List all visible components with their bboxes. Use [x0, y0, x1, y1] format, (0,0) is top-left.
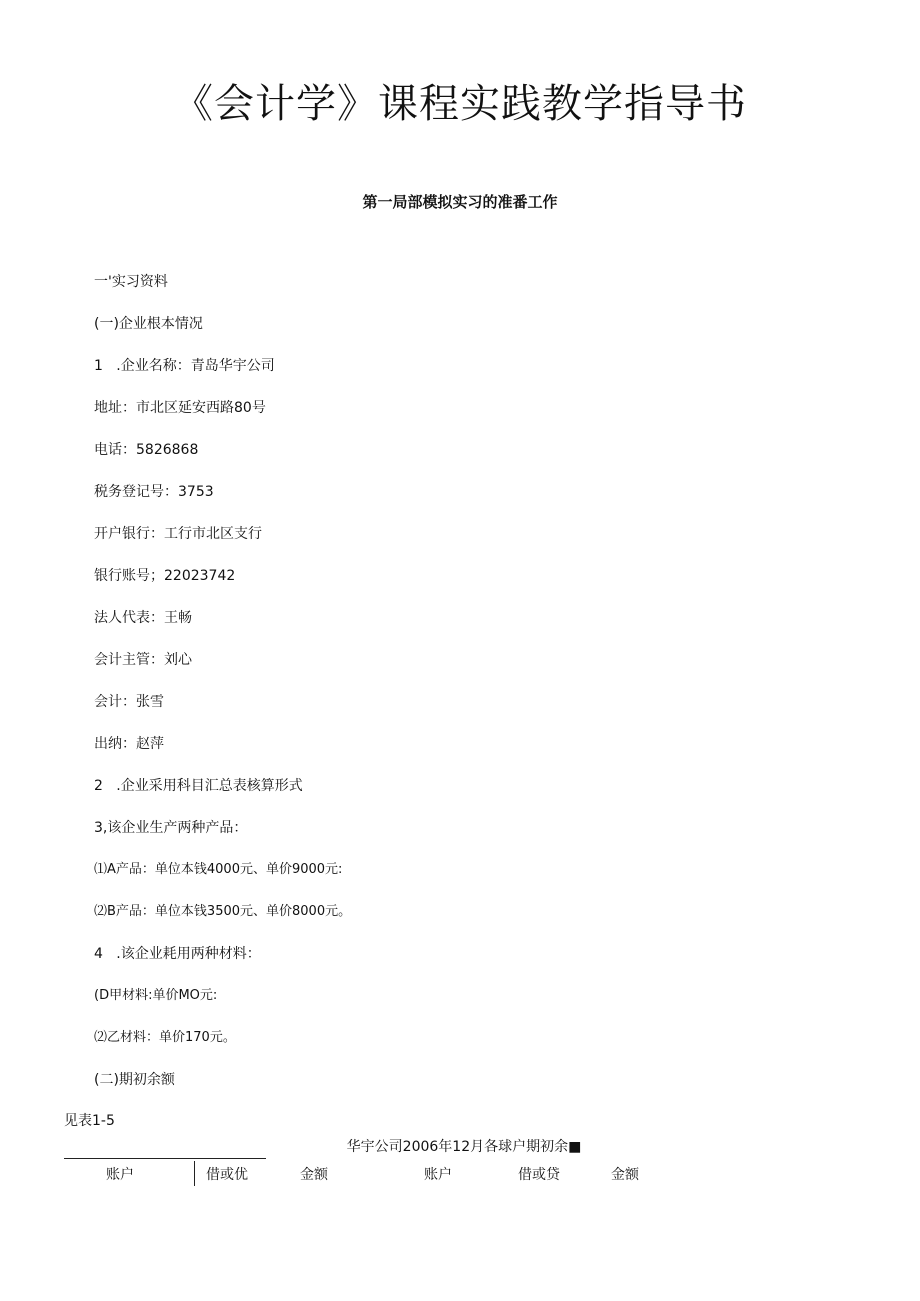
accounting-method-line: 2 .企业采用科目汇总表核算形式: [94, 778, 303, 794]
heading-opening-balance: (二)期初余额: [94, 1072, 175, 1088]
address-line: 地址：市北区延安西路80号: [94, 400, 266, 416]
product-b-line: ⑵B产品：单位本钱3500元、单价8000元。: [94, 904, 352, 919]
table-column-divider: [194, 1161, 195, 1186]
material-a-line: (D甲材料:单价MO元:: [94, 988, 218, 1003]
cashier-line: 出纳：赵萍: [94, 736, 164, 752]
material-b-line: ⑵乙材料：单价170元。: [94, 1030, 236, 1045]
company-name-line: 1 .企业名称：青岛华宇公司: [94, 358, 275, 374]
table-header-debit-credit-1: 借或优: [206, 1167, 248, 1183]
products-intro-line: 3,该企业生产两种产品：: [94, 820, 248, 836]
table-header-amount-2: 金额: [611, 1167, 639, 1183]
bank-account-line: 银行账号；22023742: [94, 568, 236, 584]
table-header-account-2: 账户: [424, 1167, 452, 1183]
heading-company-basics: (一)企业根本情况: [94, 316, 203, 332]
product-a-line: ⑴A产品：单位本钱4000元、单价9000元:: [94, 862, 343, 877]
materials-intro-line: 4 .该企业耗用两种材料：: [94, 946, 261, 962]
table-header-account-1: 账户: [106, 1167, 134, 1183]
table-header-debit-credit-2: 借或贷: [518, 1167, 560, 1183]
section-title: 第一局部模拟实习的准番工作: [362, 193, 558, 211]
table-caption: 华宇公司2006年12月各球户期初余■: [346, 1139, 582, 1155]
accountant-line: 会计：张雪: [94, 694, 164, 710]
table-top-rule: [64, 1158, 266, 1159]
table-reference: 见表1-5: [64, 1113, 115, 1129]
table-header-amount-1: 金额: [300, 1167, 328, 1183]
heading-practice-materials: 一'实习资料: [94, 274, 168, 290]
legal-representative-line: 法人代表：王畅: [94, 610, 192, 626]
accounting-supervisor-line: 会计主管：刘心: [94, 652, 192, 668]
document-title: 《会计学》课程实践教学指导书: [173, 81, 747, 127]
tax-registration-line: 税务登记号：3753: [94, 484, 214, 500]
phone-line: 电话：5826868: [94, 442, 199, 458]
bank-line: 开户银行：工行市北区支行: [94, 526, 262, 542]
